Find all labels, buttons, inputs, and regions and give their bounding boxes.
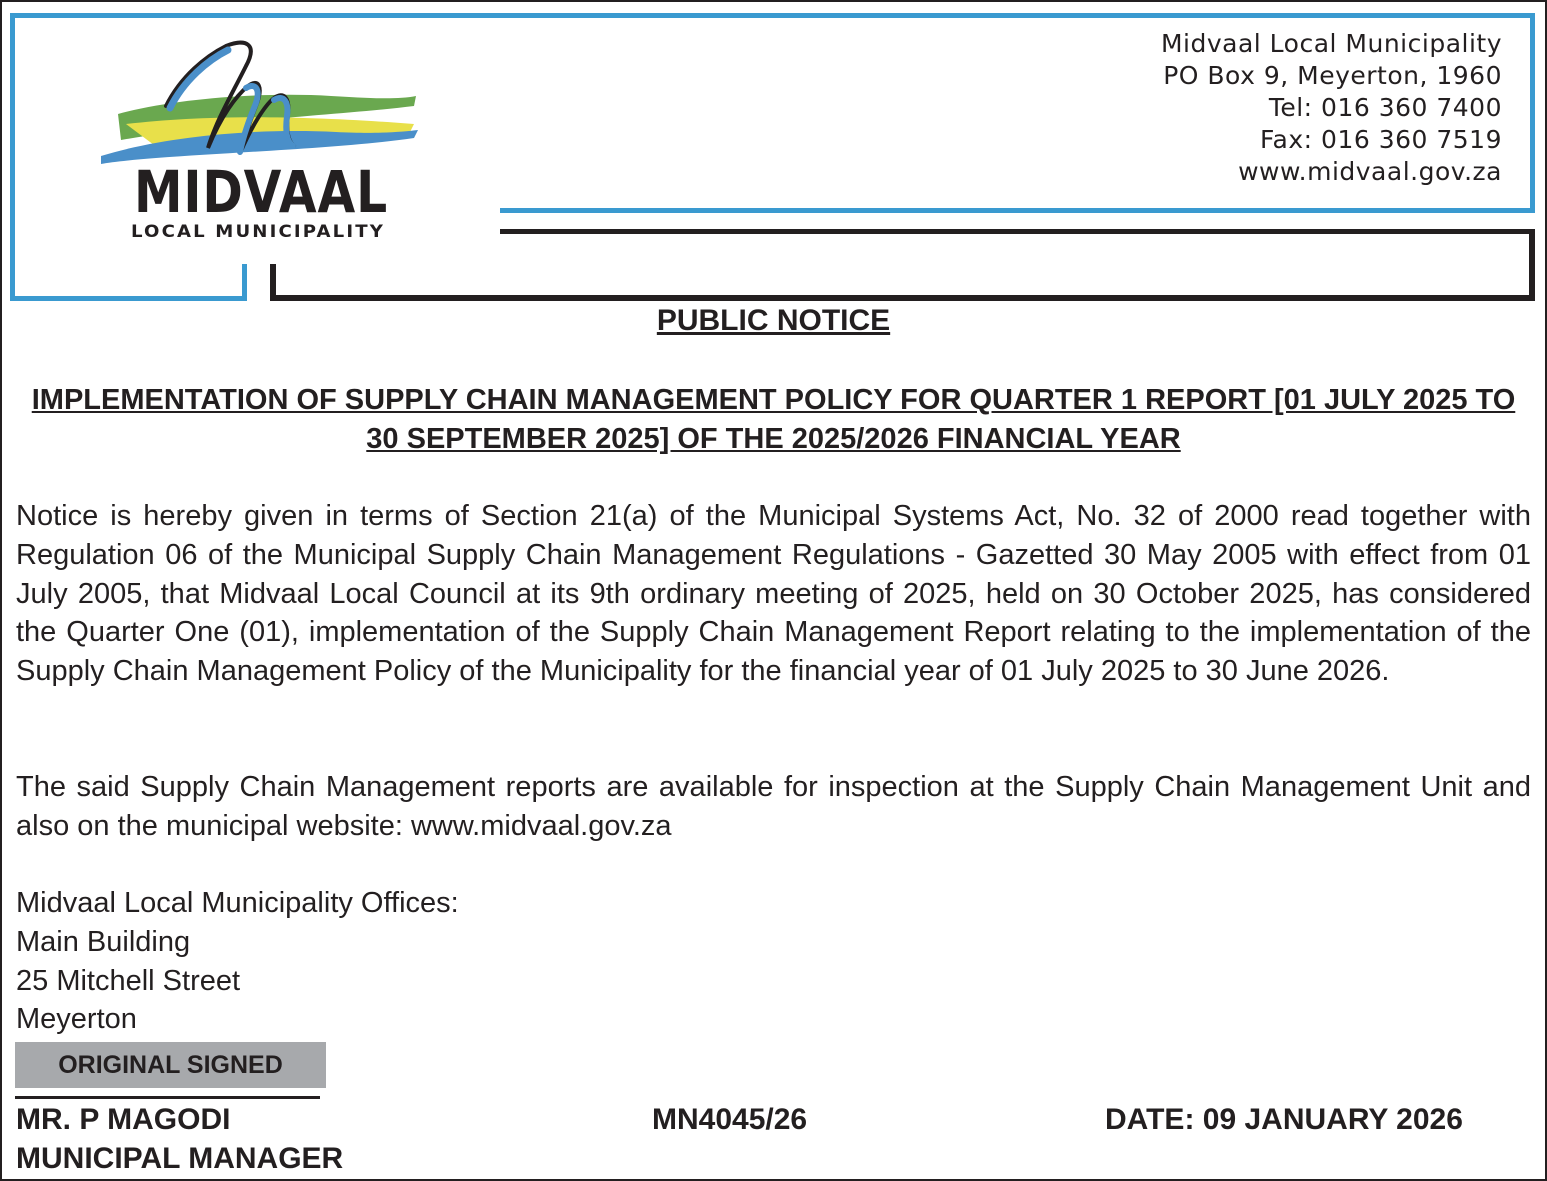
contact-fax: Fax: 016 360 7519 (1259, 125, 1502, 154)
notice-reference: MN4045/26 (652, 1103, 808, 1136)
signature-line (15, 1096, 320, 1099)
notice-heading: IMPLEMENTATION OF SUPPLY CHAIN MANAGEMENT POLICY FOR QUARTER 1 REPORT [01 JULY 2025 TO 30 SEPTEMBER 2025] OF THE 2025/2026 FINANCIAL YEAR (31, 384, 1516, 455)
signatory (16, 1100, 343, 1178)
midvaal-logo (96, 36, 426, 246)
address-line-2: Main Building (16, 925, 191, 958)
address-line-4: Meyerton (16, 1003, 137, 1036)
contact-tel: Tel: 016 360 7400 (1268, 93, 1502, 122)
contact-block (1161, 28, 1502, 188)
notice-title: PUBLIC NOTICE (656, 304, 891, 337)
contact-name: Midvaal Local Municipality (1160, 29, 1502, 58)
address-line-3: 25 Mitchell Street (16, 964, 241, 997)
contact-web: www.midvaal.gov.za (1238, 157, 1502, 186)
signatory-title: MUNICIPAL MANAGER (16, 1142, 344, 1175)
office-address (16, 884, 459, 1039)
signatory-name: MR. P MAGODI (16, 1103, 231, 1136)
notice-paragraph-2: The said Supply Chain Management reports are available for inspection at the Supply Chain Management Unit and also on the municipal website: www.midvaal.gov.za (16, 771, 1531, 842)
original-signed-stamp: ORIGINAL SIGNED (15, 1042, 326, 1088)
contact-po-box: PO Box 9, Meyerton, 1960 (1163, 61, 1502, 90)
logo-subtitle: LOCAL MUNICIPALITY (131, 222, 385, 242)
logo-wordmark: MIDVAAL (134, 158, 388, 226)
notice-paragraph-1: Notice is hereby given in terms of Section 21(a) of the Municipal Systems Act, No. 32 of 2000 read together with Regulation 06 of the Municipal Supply Chain Management Regulations - Gazetted 30 May 2005 with effect from 01 July 2005, that Midvaal Local Council at its 9th ordinary meeting of 2025, held on 30 October 2025, has considered the Quarter One (01), implementation of the Supply Chain Management Report relating to the implementation of the Supply Chain Management Policy of the Municipality for the financial year of 01 July 2025 to 30 June 2026. (16, 500, 1531, 688)
notice-date: DATE: 09 JANUARY 2026 (1105, 1103, 1463, 1136)
address-line-1: Midvaal Local Municipality Offices: (16, 887, 459, 919)
